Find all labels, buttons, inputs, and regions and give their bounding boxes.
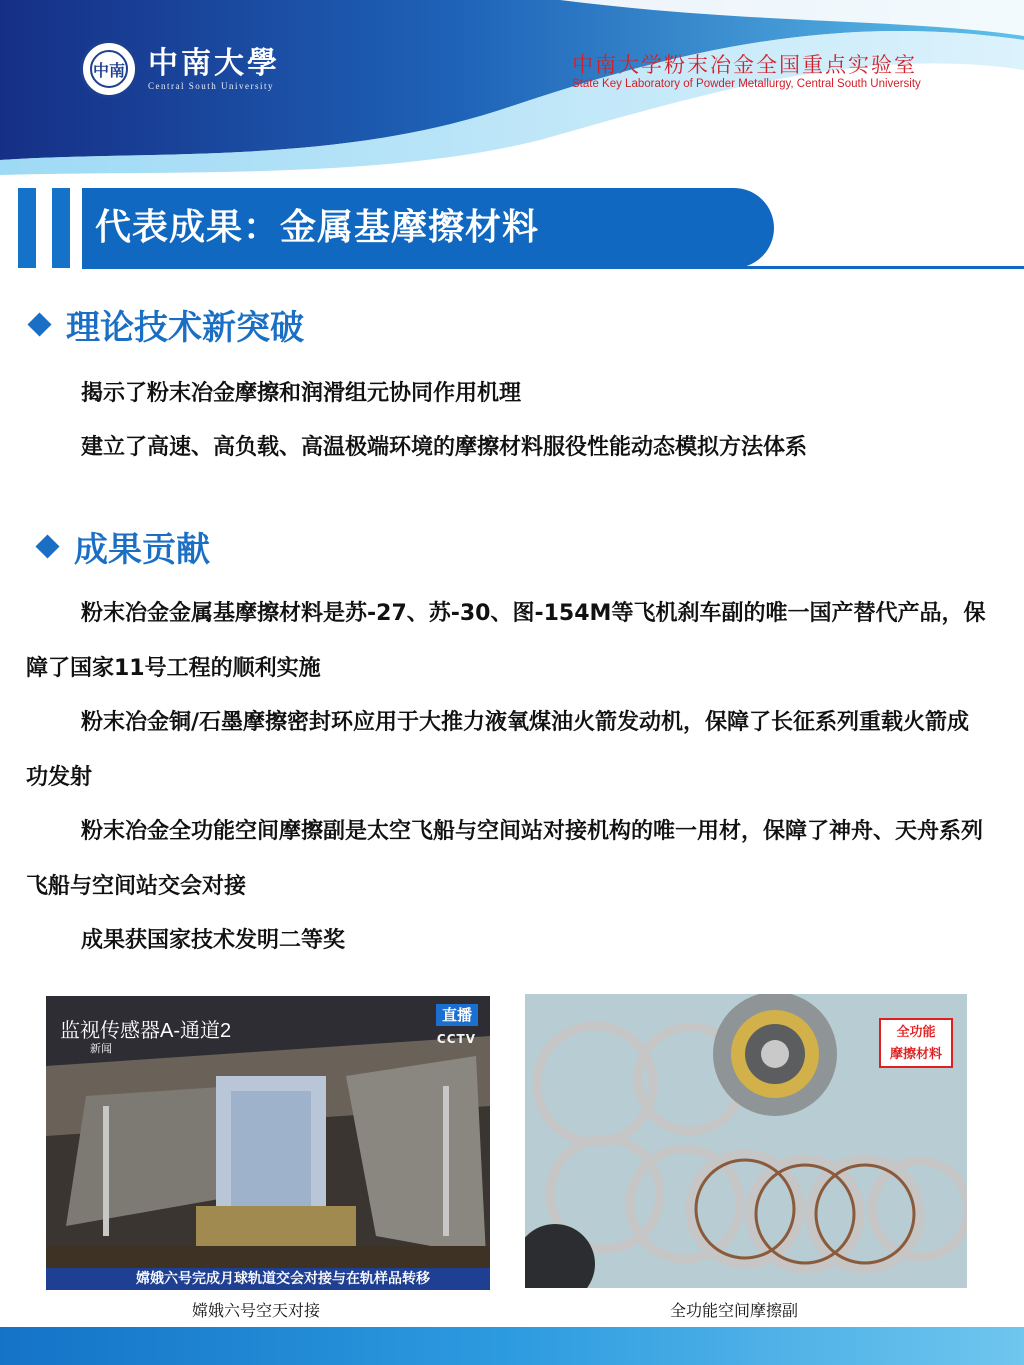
news-label: 新闻 (90, 1043, 112, 1055)
broadcast-caption: 嫦娥六号完成月球轨道交会对接与在轨样品转移 (46, 1268, 490, 1290)
header (0, 0, 1024, 175)
footer-bar (0, 1327, 1024, 1365)
university-seal-icon (80, 40, 138, 98)
contribution-paragraph-1: 粉末冶金金属基摩擦材料是苏-27、苏-30、图-154M等飞机刹车副的唯一国产替代产品，保障了国家11号工程的顺利实施 (26, 601, 986, 681)
contribution-paragraph-4: 成果获国家技术发明二等奖 (81, 928, 346, 953)
material-tag (879, 1018, 953, 1068)
section-heading-text: 理论技术新突破 (66, 308, 304, 348)
cctv-logo: CCTV (436, 1032, 476, 1046)
contribution-paragraph-2: 粉末冶金铜/石墨摩擦密封环应用于大推力液氧煤油火箭发动机，保障了长征系列重载火箭成功发射 (26, 710, 970, 790)
photo-caption-docking: 嫦娥六号空天对接 (192, 1301, 321, 1320)
tag-line-2: 摩擦材料 (889, 1047, 942, 1062)
lab-name-cn: 中南大学粉末冶金全国重点实验室 (572, 53, 917, 77)
title-underline (82, 266, 1024, 269)
lab-name (572, 52, 921, 90)
live-badge: 直播 (436, 1004, 478, 1026)
seal-text: 中南 (90, 50, 128, 88)
page-title: 代表成果：金属基摩擦材料 (95, 207, 540, 248)
university-name-en: Central South University (148, 81, 274, 91)
theory-line-2: 建立了高速、高负载、高温极端环境的摩擦材料服役性能动态模拟方法体系 (81, 435, 808, 460)
photo-friction-pairs (525, 994, 967, 1288)
contribution-paragraph-3: 粉末冶金全功能空间摩擦副是太空飞船与空间站对接机构的唯一用材，保障了神舟、天舟系列飞船与空间站交会对接 (26, 819, 984, 899)
section-heading-contributions (36, 522, 210, 571)
tag-line-1: 全功能 (896, 1025, 936, 1040)
monitor-channel-label: 监视传感器A-通道2 (60, 1020, 232, 1042)
diamond-bullet-icon (28, 313, 52, 337)
section-heading-theory (28, 300, 304, 349)
theory-line-1: 揭示了粉末冶金摩擦和润滑组元协同作用机理 (81, 381, 522, 406)
university-name-cn: 中南大學 (148, 46, 280, 81)
university-logo (80, 40, 280, 98)
photo-docking (46, 996, 490, 1290)
photo-caption-friction-pairs: 全功能空间摩擦副 (670, 1301, 799, 1320)
diamond-bullet-icon (36, 535, 60, 559)
lab-name-en: State Key Laboratory of Powder Metallurgy, Central South University (572, 78, 921, 90)
section-heading-text: 成果贡献 (74, 530, 210, 570)
